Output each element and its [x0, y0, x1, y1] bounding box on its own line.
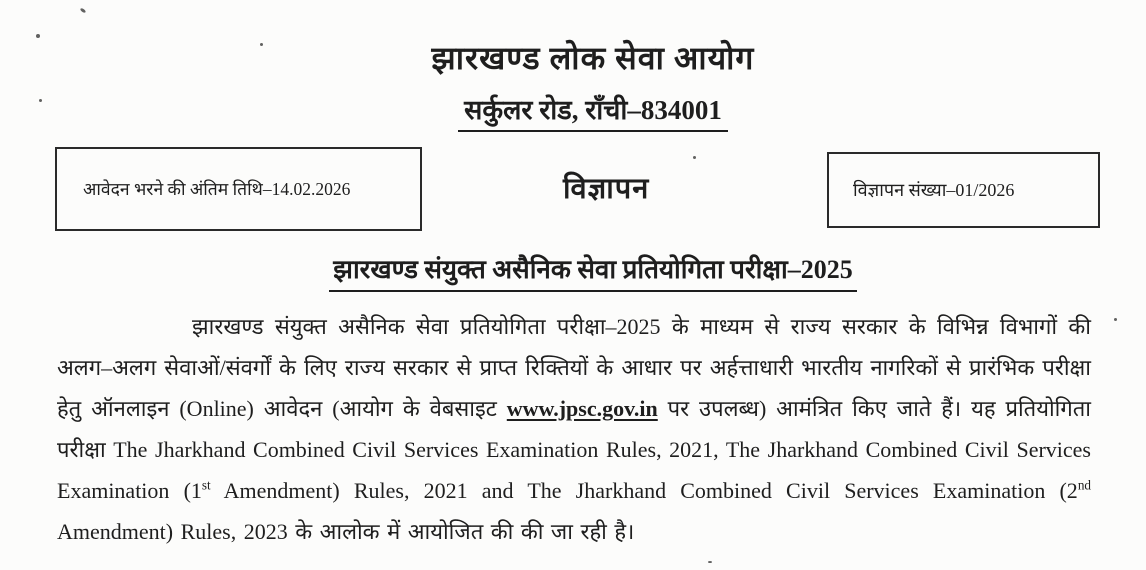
scan-speckle: [708, 561, 712, 563]
scan-speckle: [693, 156, 696, 159]
advertisement-number-box: [827, 152, 1100, 228]
paragraph-segment: Amendment) Rules, 2023 के आलोक में आयोजित की की जा रही है।: [57, 519, 635, 544]
advertisement-number-text: विज्ञापन संख्या–01/2026: [853, 180, 1015, 200]
org-address-line: [60, 90, 1126, 132]
exam-title-heading: [60, 250, 1126, 292]
org-name-heading: झारखण्ड लोक सेवा आयोग: [431, 40, 755, 76]
scan-speckle: [39, 99, 42, 102]
scan-speckle: [80, 8, 87, 14]
paragraph-segment: Amendment) Rules, 2021 and The Jharkhand Combined Civil Services Examination (2: [210, 478, 1078, 503]
scan-speckle: [1114, 318, 1117, 321]
org-address-text: सर्कुलर रोड, राँची–834001: [458, 90, 728, 132]
application-deadline-text: आवेदन भरने की अंतिम तिथि–14.02.2026: [83, 179, 351, 199]
application-deadline-box: [55, 147, 422, 231]
paragraph-segment: पर उपलब्ध) आमंत्रित किए जाते हैं। यह प्रतियोगिता परीक्षा The Jharkhand Combined Civil Services Examination Rules, 2021, The Jharkhand Combined Civil Services Examination (1: [57, 396, 1091, 503]
exam-title-text: झारखण्ड संयुक्त असैनिक सेवा प्रतियोगिता परीक्षा–2025: [329, 250, 856, 292]
advertisement-heading: विज्ञापन: [563, 173, 650, 205]
notice-body-paragraph: [57, 306, 1091, 552]
website-url: www.jpsc.gov.in: [506, 396, 658, 421]
paragraph-segment: nd: [1077, 477, 1091, 493]
paragraph-segment: st: [201, 477, 211, 493]
paragraph-segment: झारखण्ड संयुक्त असैनिक सेवा प्रतियोगिता परीक्षा–2025 के माध्यम से राज्य सरकार के विभिन्न विभागों की अलग–अलग सेवाओं/संवर्गों के लिए राज्य सरकार से प्राप्त रिक्तियों के आधार पर अर्हत्ताधारी भारतीय नागरिकों से प्रारंभिक परीक्षा हेतु ऑनलाइन (Online) आवेदन (आयोग के वेबसाइट: [57, 314, 1091, 421]
scan-speckle: [36, 34, 40, 38]
